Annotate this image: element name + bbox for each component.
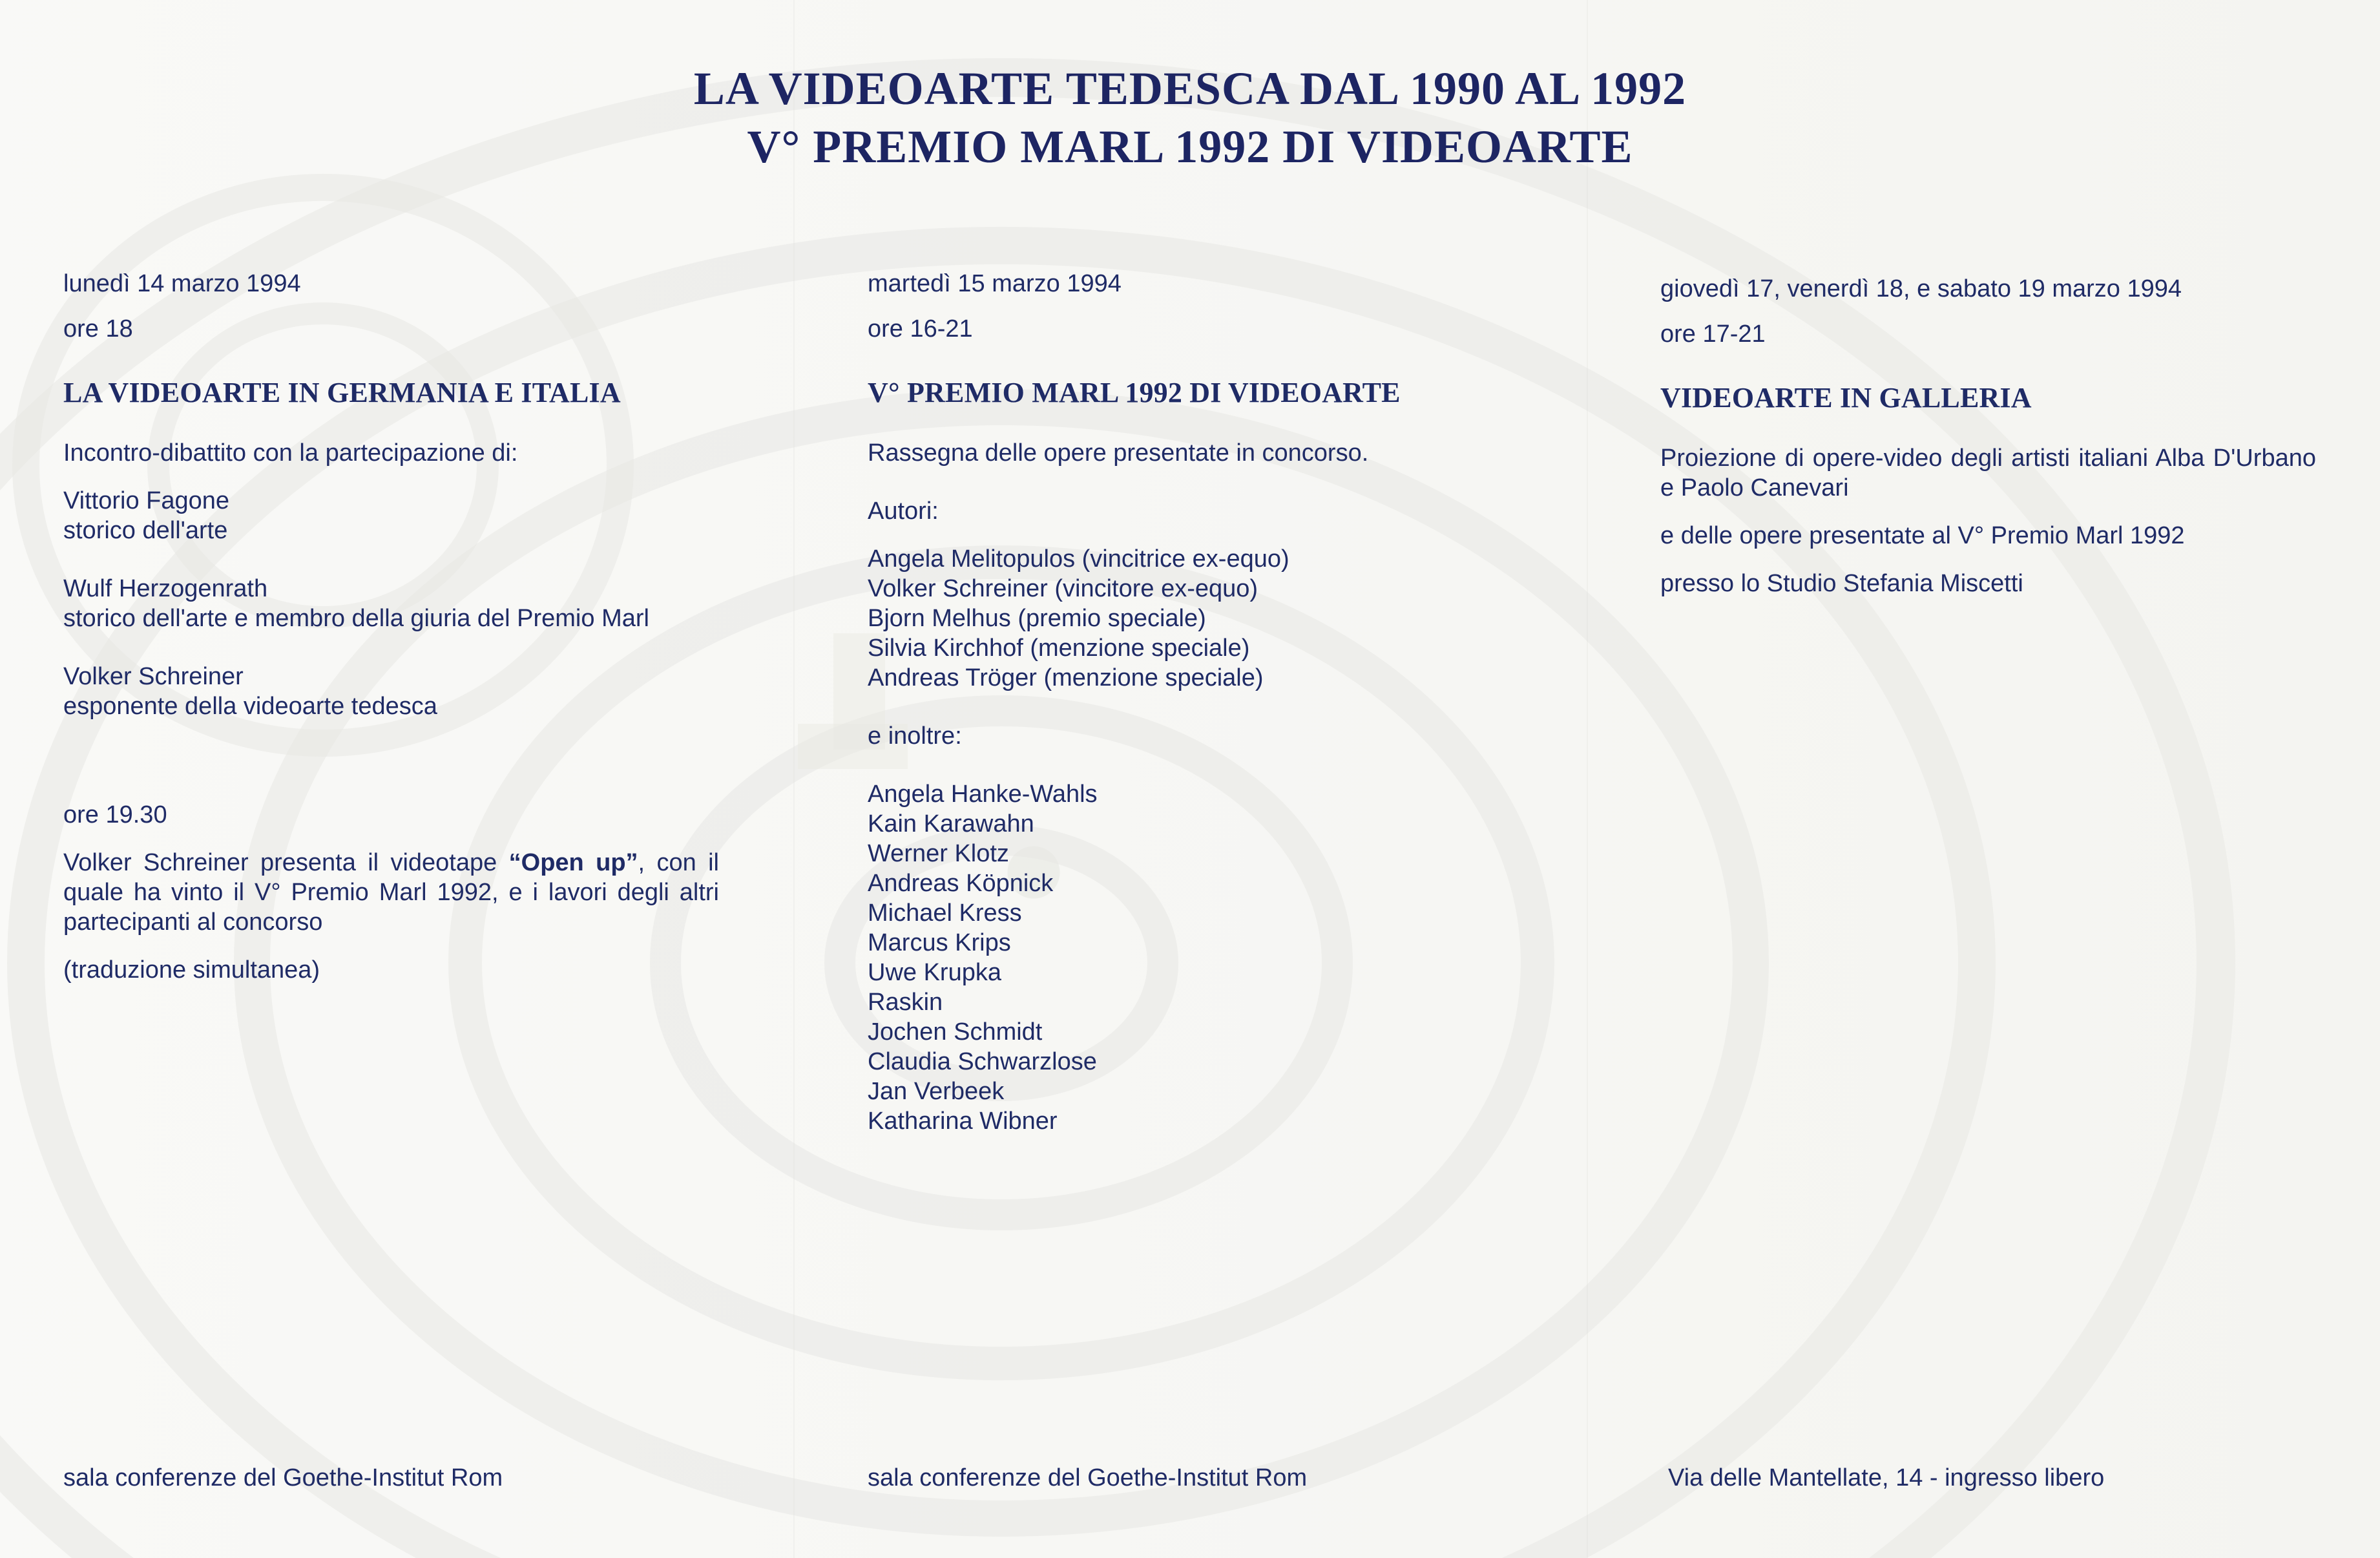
extra-author-item: Kain Karawahn [868,810,1034,837]
monday-time: ore 18 [63,315,133,342]
speaker-name-fagone: Vittorio Fagone [63,487,230,514]
speaker-block-fagone [63,486,719,545]
speaker-block-schreiner [63,662,719,721]
extra-author-item: Claudia Schwarzlose [868,1048,1097,1075]
author-item: Bjorn Melhus (premio speciale) [868,605,1206,632]
tuesday-time: ore 16-21 [868,315,973,342]
extra-author-item: Angela Hanke-Wahls [868,781,1098,808]
gallery-dates: giovedì 17, venerdì 18, e sabato 19 marzo 1994 [1660,275,2182,302]
extra-author-item: Jan Verbeek [868,1078,1005,1105]
authors-list [868,544,1523,693]
author-item: Volker Schreiner (vincitore ex-equo) [868,575,1258,602]
speaker-block-herzogenrath [63,574,719,633]
speaker-name-schreiner: Volker Schreiner [63,663,244,690]
presentation-suffix: , con il quale ha vinto il V° Premio Marl 1992, e i lavori degli altri partecipanti al concorso [63,849,719,936]
monday-second-time: ore 19.30 [63,801,167,828]
gallery-location-text: presso lo Studio Stefania Miscetti [1660,570,2023,597]
column-thursday-saturday [1660,274,2316,598]
fold-line-right [1587,0,1588,1558]
main-title: LA VIDEOARTE TEDESCA DAL 1990 AL 1992 [693,63,1687,114]
fold-line-left [793,0,795,1558]
gallery-projection-text: Proiezione di opere-video degli artisti italiani Alba D'Urbano e Paolo Canevari [1660,445,2316,501]
extra-author-item: Michael Kress [868,900,1022,927]
authors-label: Autori: [868,498,939,525]
speaker-name-herzogenrath: Wulf Herzogenrath [63,575,268,602]
extra-author-item: Jochen Schmidt [868,1018,1043,1046]
extra-authors-list [868,779,1523,1136]
column-tuesday [868,269,1523,1136]
extra-author-item: Uwe Krupka [868,959,1001,986]
extra-author-item: Katharina Wibner [868,1108,1058,1135]
tuesday-date: martedì 15 marzo 1994 [868,270,1122,297]
extra-author-item: Werner Klotz [868,840,1009,867]
speaker-role-schreiner: esponente della videoarte tedesca [63,693,437,720]
extra-authors-label: e inoltre: [868,722,962,750]
gallery-time: ore 17-21 [1660,321,1766,348]
presentation-text [63,848,719,937]
footer-middle-location: sala conferenze del Goethe-Institut Rom [868,1464,1308,1491]
monday-date: lunedì 14 marzo 1994 [63,270,301,297]
column-monday [63,269,719,985]
extra-author-item: Marcus Krips [868,929,1011,956]
extra-author-item: Andreas Köpnick [868,870,1054,897]
presentation-video-title: “Open up” [508,849,638,876]
monday-heading: LA VIDEOARTE IN GERMANIA E ITALIA [63,377,621,408]
tuesday-intro: Rassegna delle opere presentate in concorso. [868,439,1369,467]
title-block [0,59,2380,176]
speaker-role-herzogenrath: storico dell'arte e membro della giuria del Premio Marl [63,605,649,632]
author-item: Angela Melitopulos (vincitrice ex-equo) [868,545,1289,573]
tuesday-heading: V° PREMIO MARL 1992 DI VIDEOARTE [868,377,1401,408]
presentation-prefix: Volker Schreiner presenta il videotape [63,849,509,876]
gallery-heading: VIDEOARTE IN GALLERIA [1660,382,2032,414]
author-item: Andreas Tröger (menzione speciale) [868,664,1264,691]
speaker-role-fagone: storico dell'arte [63,517,228,544]
translation-note: (traduzione simultanea) [63,956,320,984]
gallery-premio-text: e delle opere presentate al V° Premio Marl 1992 [1660,522,2185,549]
subtitle: V° PREMIO MARL 1992 DI VIDEOARTE [747,121,1633,173]
extra-author-item: Raskin [868,989,943,1016]
footer-left-location: sala conferenze del Goethe-Institut Rom [63,1464,503,1491]
footer-right-address: Via delle Mantellate, 14 - ingresso libero [1668,1464,2105,1491]
monday-intro: Incontro-dibattito con la partecipazione di: [63,439,518,467]
author-item: Silvia Kirchhof (menzione speciale) [868,635,1250,662]
